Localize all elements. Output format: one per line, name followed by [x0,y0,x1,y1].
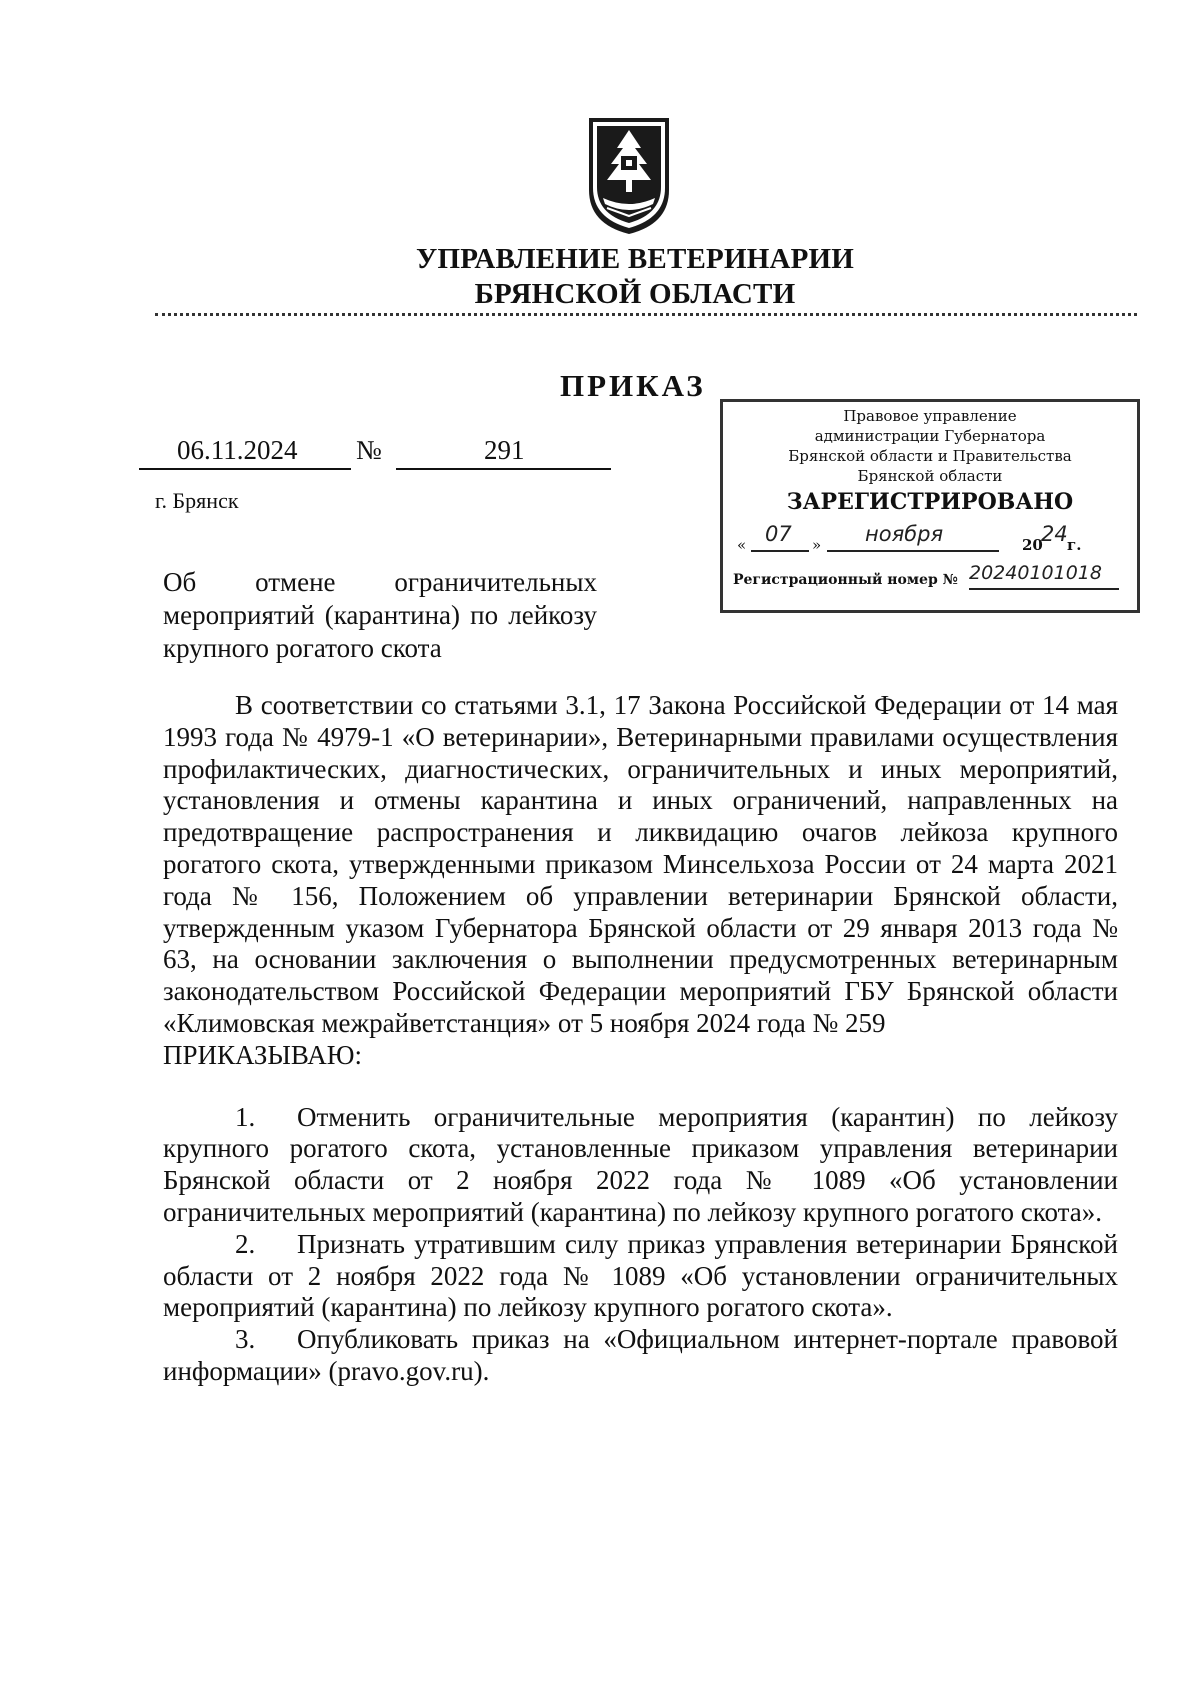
stamp-line2: администрации Губернатора [814,427,1046,445]
stamp-day: 07 [765,522,792,546]
registration-stamp [720,399,1140,613]
document-date: 06.11.2024 [177,435,298,465]
document-number: 291 [484,435,525,465]
document-body [163,690,1118,1388]
stamp-quote-open: « [737,536,747,554]
list-item: 3. Опубликовать приказ на «Официальном интернет-портале правовой информации» (pravo.gov.ru). [163,1324,1118,1386]
stamp-reg-number: 20240101018 [969,562,1102,584]
document-city: г. Брянск [155,488,239,513]
coat-of-arms-icon [583,112,675,238]
number-label: № [356,435,382,465]
list-item: 2. Признать утратившим силу приказ управления ветеринарии Брянской области от 2 ноября 2022 года № 1089 «Об установлении ограничительных мероприятий (карантина) по лейкозу крупного рогатого скота». [163,1228,1118,1323]
document-subject: Об отмене ограничительных мероприятий (карантина) по лейкозу крупного рогатого скота [163,567,597,663]
stamp-year-unit: г. [1067,536,1082,554]
preamble-paragraph: В соответствии со статьями 3.1, 17 Закона Российской Федерации от 14 мая 1993 года № 4979-1 «О ветеринарии», Ветеринарными правилами осуществления профилактических, диагностических, ограничительных и иных мероприятий, установления и отмены карантина и иных ограничений, направленных на предотвращение распространения и ликвидацию очагов лейкоза крупного рогатого скота, утвержденными приказом Минсельхоза России от 24 марта 2021 года № 156, Положением об управлении ветеринарии Брянской области, утвержденным указом Губернатора Брянской области от 29 января 2013 года № 63, на основании заключения о выполнении предусмотренных ветеринарным законодательством Российской Федерации мероприятий ГБУ Брянской области «Климовская межрайветстанция» от 5 ноября 2024 года № 259 [163,690,1118,1038]
stamp-year-prefix: 20 [1022,536,1043,554]
stamp-year-suffix: 24 [1041,522,1068,546]
document-title: ПРИКАЗ [560,368,706,403]
stamp-line4: Брянской области [857,467,1003,485]
order-items [163,1102,1118,1388]
stamp-line3: Брянской области и Правительства [788,447,1072,465]
header-divider [155,313,1137,316]
stamp-status: ЗАРЕГИСТРИРОВАНО [786,489,1074,515]
org-name-line1: УПРАВЛЕНИЕ ВЕТЕРИНАРИИ [415,243,855,275]
stamp-month: ноября [865,522,944,546]
order-word: ПРИКАЗЫВАЮ: [163,1039,362,1070]
stamp-quote-close: » [812,536,822,554]
list-item: 1. Отменить ограничительные мероприятия (карантин) по лейкозу крупного рогатого скота, установленные приказом управления ветеринарии Брянской области от 2 ноября 2022 года № 1089 «Об установлении ограничительных мероприятий (карантина) по лейкозу крупного рогатого скота». [163,1101,1118,1227]
org-name-line2: БРЯНСКОЙ ОБЛАСТИ [474,278,796,310]
stamp-line1: Правовое управление [843,407,1017,425]
stamp-reg-label: Регистрационный номер № [733,572,958,588]
